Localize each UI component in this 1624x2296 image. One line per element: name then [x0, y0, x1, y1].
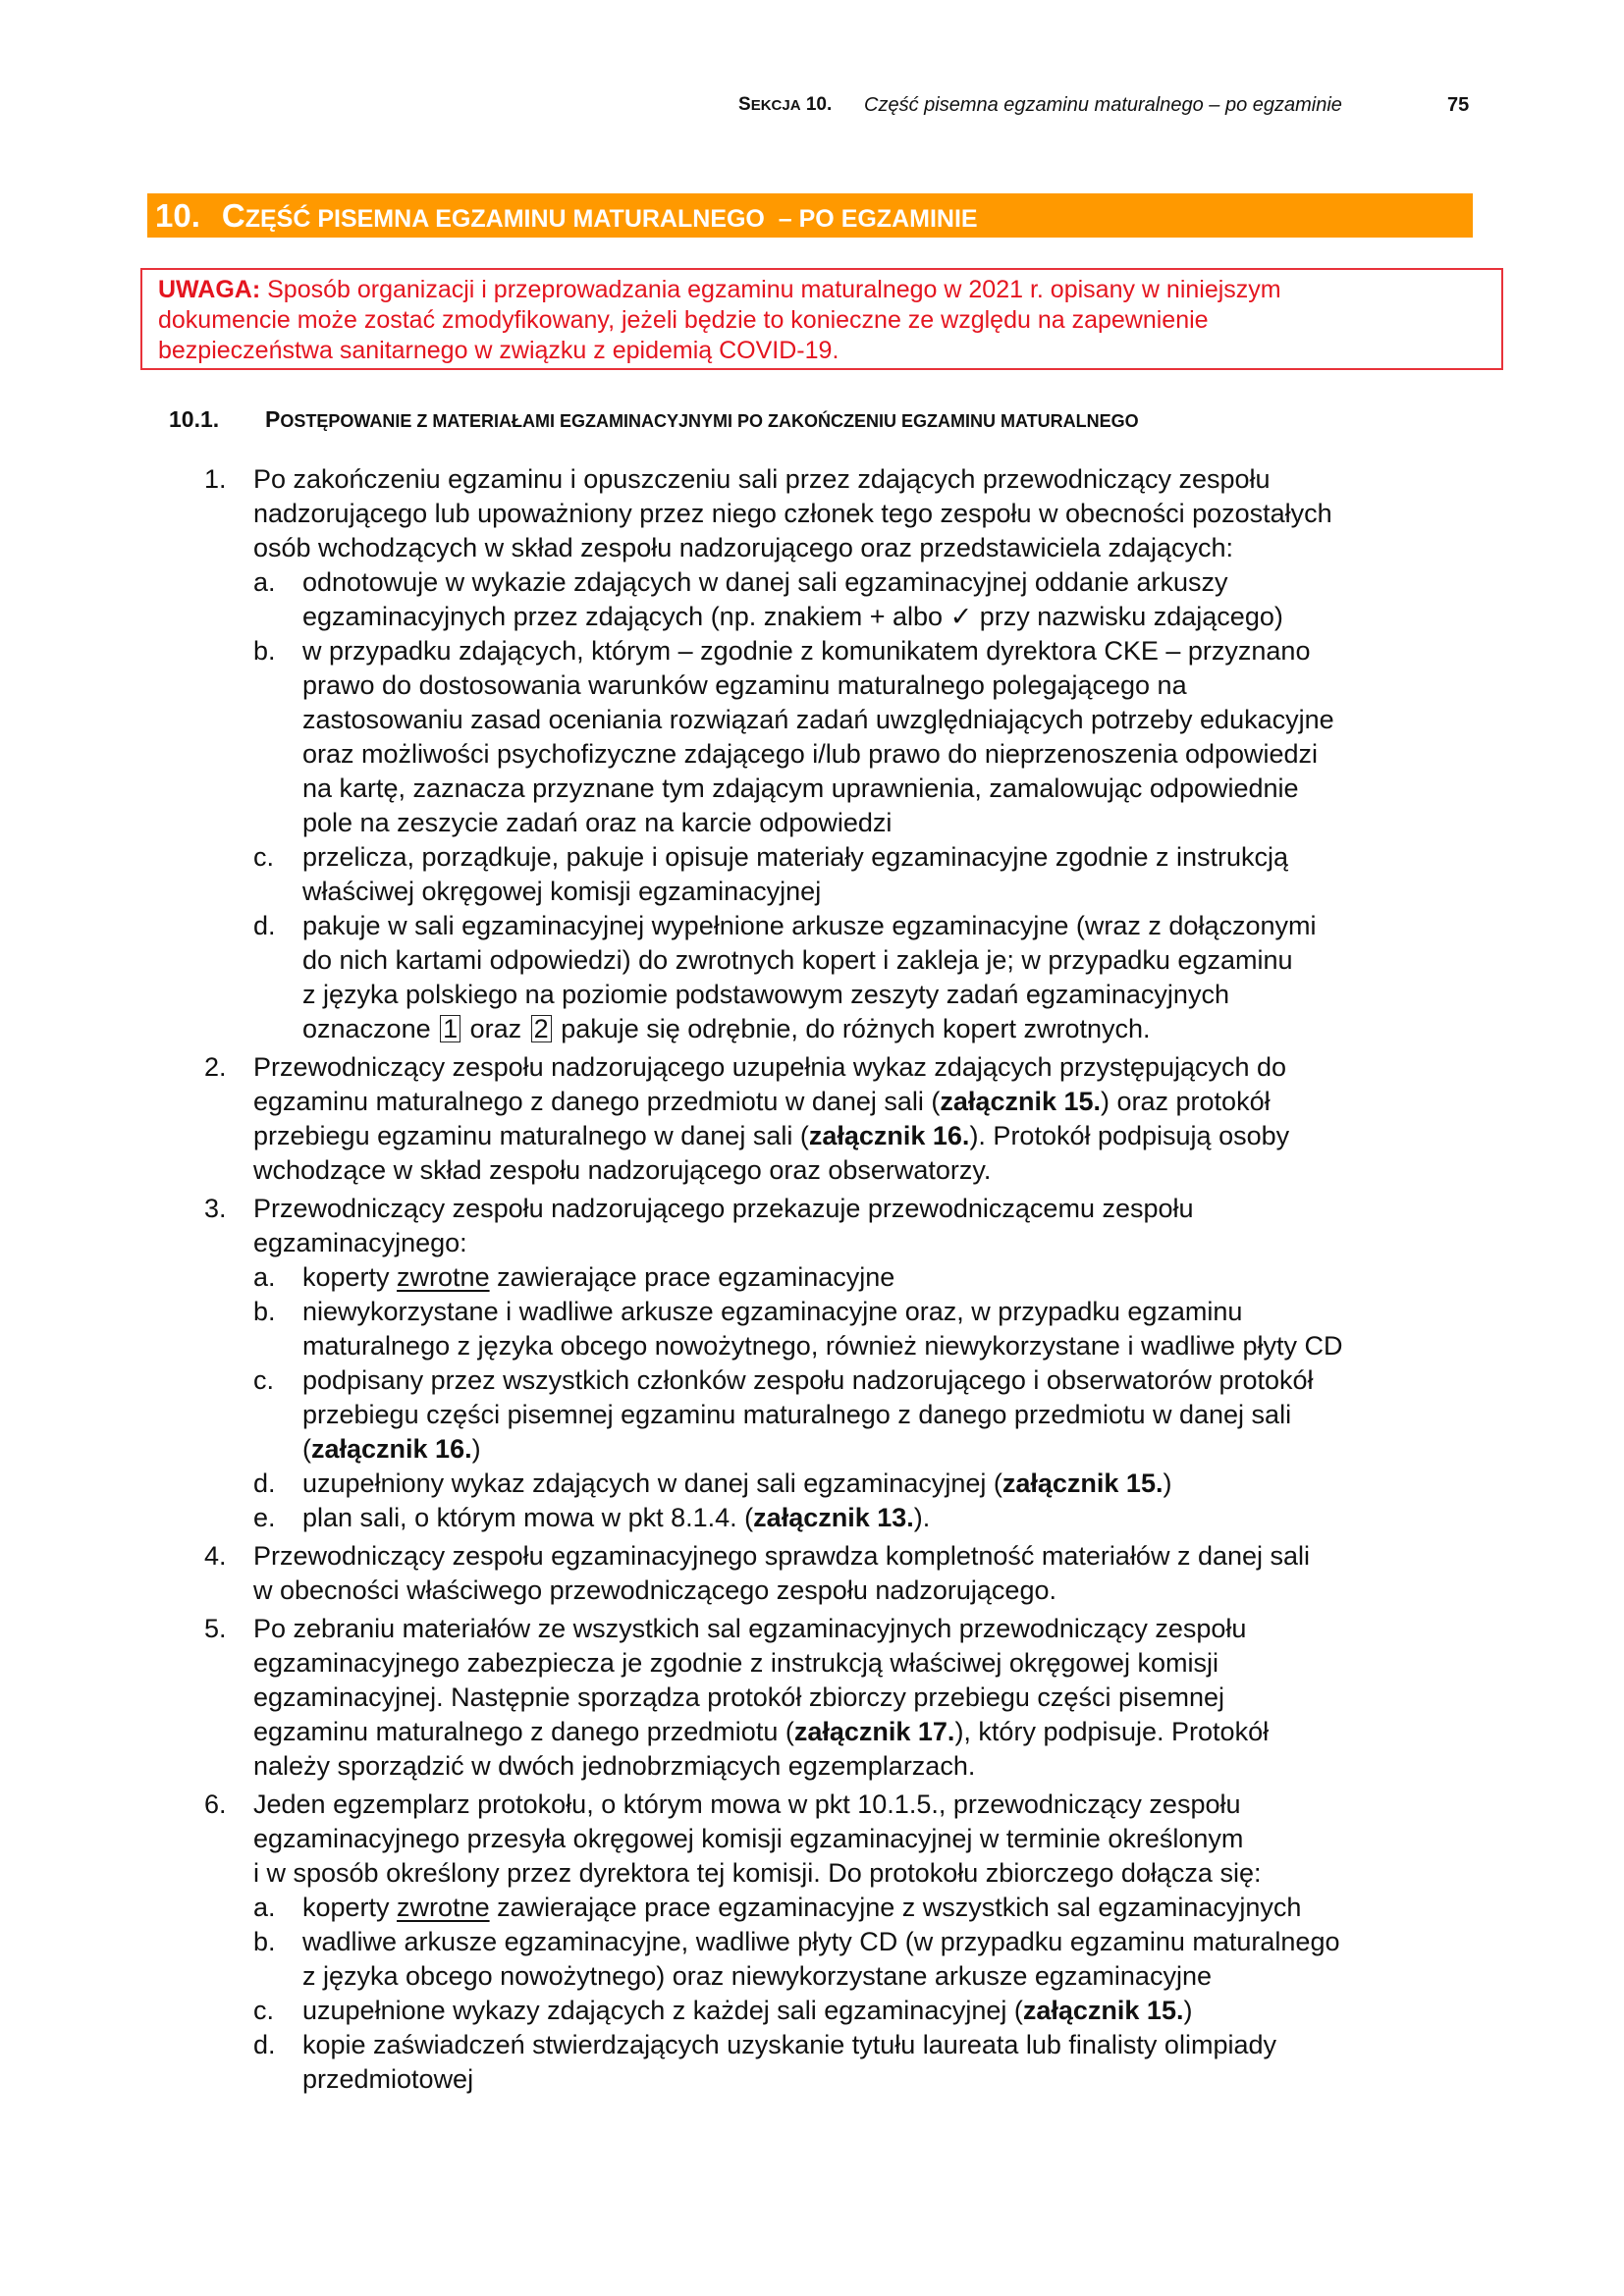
attachment-ref: załącznik 15. [940, 1087, 1102, 1116]
page-number: 75 [1447, 94, 1470, 116]
chapter-title-initial: C [221, 197, 245, 234]
attachment-ref: załącznik 13. [753, 1503, 914, 1532]
sub-item-1a: a. odnotowuje w wykazie zdających w danej sali egzaminacyjnej oddanie arkuszy egzaminacyjnych przez zdających (np. znakiem + albo ✓ przy nazwisku zdającego) [253, 567, 1283, 631]
procedure-list [196, 462, 1512, 2101]
warning-label: UWAGA: [158, 276, 261, 303]
sub-item-1d: d. pakuje w sali egzaminacyjnej wypełnione arkusze egzaminacyjne (wraz z dołączonymi do nich kartami odpowiedzi) do zwrotnych kopert i zakleja je; w przypadku egzaminu z języka polskiego na poziomie podstawowym zeszyty zadań egzaminacyjnych oznaczone 1 oraz 2 pakuje się odrębnie, do różnych kopert zwrotnych. [253, 911, 1317, 1043]
attachment-ref: załącznik 16. [808, 1121, 970, 1150]
underlined-word: zwrotne [397, 1262, 490, 1292]
sub-item-1c: c. przelicza, porządkuje, pakuje i opisuje materiały egzaminacyjne zgodnie z instrukcją właściwej okręgowej komisji egzaminacyjnej [253, 842, 1289, 906]
list-item-2: 2. Przewodniczący zespołu nadzorującego uzupełnia wykaz zdających przystępujących do egzaminu maturalnego z danego przedmiotu w danej sali (załącznik 15.) oraz protokół przebiegu egzaminu maturalnego w danej sali (załącznik 16.). Protokół podpisują osoby wchodzące w skład zespołu nadzorującego oraz obserwatorzy. [204, 1052, 1290, 1185]
sub-item-6d: d. kopie zaświadczeń stwierdzających uzyskanie tytułu laureata lub finalisty olimpiady przedmiotowej [253, 2030, 1276, 2094]
running-header-title: Część pisemna egzaminu maturalnego – po egzaminie [864, 94, 1342, 116]
section-heading: 10.1. POSTĘPOWANIE Z MATERIAŁAMI EGZAMINACYJNYMI PO ZAKOŃCZENIU EGZAMINU MATURALNEGO [169, 406, 1139, 432]
list-item-1: 1. Po zakończeniu egzaminu i opuszczeniu sali przez zdających przewodniczący zespołu nadzorującego lub upoważniony przez niego członek tego zespołu w obecności pozostałych osób wchodzących w skład zespołu nadzorującego oraz przedstawiciela zdających: a. odnotowuje w wykazie zdających w danej sali egzaminacyjnej oddanie arkuszy egzaminacyjnych przez zdających (np. znakiem + albo ✓ przy nazwisku zdającego) b. w przypadku zdających, którym – zgodnie z komunikatem dyrektora CKE – przyznano prawo do dostosowania warunków egzaminu maturalnego polegającego na zastosowaniu zasad oceniania rozwiązań zadań uwzględniających potrzeby edukacyjne oraz możliwości psychofizyczne zdającego i/lub prawo do nieprzenoszenia odpowiedzi na kartę, zaznacza przyznane tym zdającym uprawnienia, zamalowując odpowiednie pole na zeszycie zadań oraz na karcie odpowiedzi c. przelicza, porządkuje, pakuje i opisuje materiały egzaminacyjne zgodnie z instrukcją właściwej okręgowej komisji egzaminacyjnej d. pakuje w sali egzaminacyjnej wypełnione arkusze egzaminacyjne (wraz z dołączonymi do nich kartami odpowiedzi) do zwrotnych kopert i zakleja je; w przypadku egzaminu z języka polskiego na poziomie podstawowym zeszyty zadań egzaminacyjnych oznaczone 1 oraz 2 pakuje się odrębnie, do różnych kopert zwrotnych. [196, 462, 1512, 1046]
attachment-ref: załącznik 17. [793, 1717, 955, 1746]
chapter-heading [147, 193, 1473, 238]
warning-text-line-2: dokumencie może zostać zmodyfikowany, jeżeli będzie to konieczne ze względu na zapewnienie [158, 306, 1209, 334]
sub-item-3e: e. plan sali, o którym mowa w pkt 8.1.4. (załącznik 13.). [253, 1503, 931, 1532]
list-item-5: 5. Po zebraniu materiałów ze wszystkich sal egzaminacyjnych przewodniczący zespołu egzaminacyjnego zabezpiecza je zgodnie z instrukcją właściwej okręgowej komisji egzaminacyjnej. Następnie sporządza protokół zbiorczy przebiegu części pisemnej egzaminu maturalnego z danego przedmiotu (załącznik 17.), który podpisuje. Protokół należy sporządzić w dwóch jednobrzmiących egzemplarzach. [204, 1614, 1270, 1781]
sub-item-6b: b. wadliwe arkusze egzaminacyjne, wadliwe płyty CD (w przypadku egzaminu maturalnego z języka obcego nowożytnego) oraz niewykorzystane arkusze egzaminacyjne [253, 1927, 1340, 1991]
sub-item-6a: a. koperty zwrotne zawierające prace egzaminacyjne z wszystkich sal egzaminacyjnych [253, 1893, 1302, 1922]
list-item-6: 6. Jeden egzemplarz protokołu, o którym mowa w pkt 10.1.5., przewodniczący zespołu egzaminacyjnego przesyła okręgowej komisji egzaminacyjnej w terminie określonym i w sposób określony przez dyrektora tej komisji. Do protokołu zbiorczego dołącza się: a. koperty zwrotne zawierające prace egzaminacyjne z wszystkich sal egzaminacyjnych b. wadliwe arkusze egzaminacyjne, wadliwe płyty CD (w przypadku egzaminu maturalnego z języka obcego nowożytnego) oraz niewykorzystane arkusze egzaminacyjne c. uzupełnione wykazy zdających z każdej sali egzaminacyjnej (załącznik 15.) d. kopie zaświadczeń stwierdzających uzyskanie tytułu laureata lub finalisty olimpiady przedmiotowej [196, 1788, 1512, 2097]
running-header-section: SEKCJA 10. [738, 94, 833, 115]
sub-item-3d: d. uzupełniony wykaz zdających w danej sali egzaminacyjnej (załącznik 15.) [253, 1468, 1172, 1498]
chapter-number: 10. [155, 197, 200, 234]
underlined-word: zwrotne [397, 1893, 490, 1922]
section-title: OSTĘPOWANIE Z MATERIAŁAMI EGZAMINACYJNYMI PO ZAKOŃCZENIU EGZAMINU MATURALNEGO [280, 411, 1139, 431]
attachment-ref: załącznik 16. [311, 1434, 472, 1464]
warning-text-line-1: Sposób organizacji i przeprowadzania egzaminu maturalnego w 2021 r. opisany w niniejszym [267, 276, 1281, 303]
list-item-4: 4. Przewodniczący zespołu egzaminacyjnego sprawdza kompletność materiałów z danej sali w obecności właściwego przewodniczącego zespołu nadzorującego. [204, 1541, 1311, 1605]
sub-item-3b: b. niewykorzystane i wadliwe arkusze egzaminacyjne oraz, w przypadku egzaminu maturalnego z języka obcego nowożytnego, również niewykorzystane i wadliwe płyty CD [253, 1297, 1343, 1361]
chapter-title: ZĘŚĆ PISEMNA EGZAMINU MATURALNEGO – PO EGZAMINIE [244, 205, 978, 233]
warning-text-line-3: bezpieczeństwa sanitarnego w związku z epidemią COVID-19. [158, 337, 839, 364]
sub-item-6c: c. uzupełnione wykazy zdających z każdej sali egzaminacyjnej (załącznik 15.) [253, 1996, 1193, 2025]
boxed-number-2: 2 [531, 1015, 552, 1042]
boxed-number-1: 1 [440, 1015, 460, 1042]
sub-item-3c: c. podpisany przez wszystkich członków zespołu nadzorującego i obserwatorów protokół przebiegu części pisemnej egzaminu maturalnego z danego przedmiotu w danej sali (załącznik 16.) [253, 1365, 1314, 1464]
sub-item-1b: b. w przypadku zdających, którym – zgodnie z komunikatem dyrektora CKE – przyznano prawo do dostosowania warunków egzaminu maturalnego polegającego na zastosowaniu zasad oceniania rozwiązań zadań uwzględniających potrzeby edukacyjne oraz możliwości psychofizyczne zdającego i/lub prawo do nieprzenoszenia odpowiedzi na kartę, zaznacza przyznane tym zdającym uprawnienia, zamalowując odpowiednie pole na zeszycie zadań oraz na karcie odpowiedzi [253, 636, 1334, 837]
attachment-ref: załącznik 15. [1022, 1996, 1184, 2025]
running-header [0, 94, 1624, 124]
sub-item-3a: a. koperty zwrotne zawierające prace egzaminacyjne [253, 1262, 895, 1292]
attachment-ref: załącznik 15. [1001, 1468, 1164, 1498]
section-number: 10.1. [169, 406, 220, 432]
warning-box [140, 268, 1503, 370]
list-item-3: 3. Przewodniczący zespołu nadzorującego przekazuje przewodniczącemu zespołu egzaminacyjnego: a. koperty zwrotne zawierające prace egzaminacyjne b. niewykorzystane i wadliwe arkusze egzaminacyjne oraz, w przypadku egzaminu maturalnego z języka obcego nowożytnego, również niewykorzystane i wadliwe płyty CD c. podpisany przez wszystkich członków zespołu nadzorującego i obserwatorów protokół przebiegu części pisemnej egzaminu maturalnego z danego przedmiotu w danej sali (załącznik 16.) d. uzupełniony wykaz zdających w danej sali egzaminacyjnej (załącznik 15.) e. plan sali, o którym mowa w pkt 8.1.4. (załącznik 13.). [196, 1192, 1512, 1535]
